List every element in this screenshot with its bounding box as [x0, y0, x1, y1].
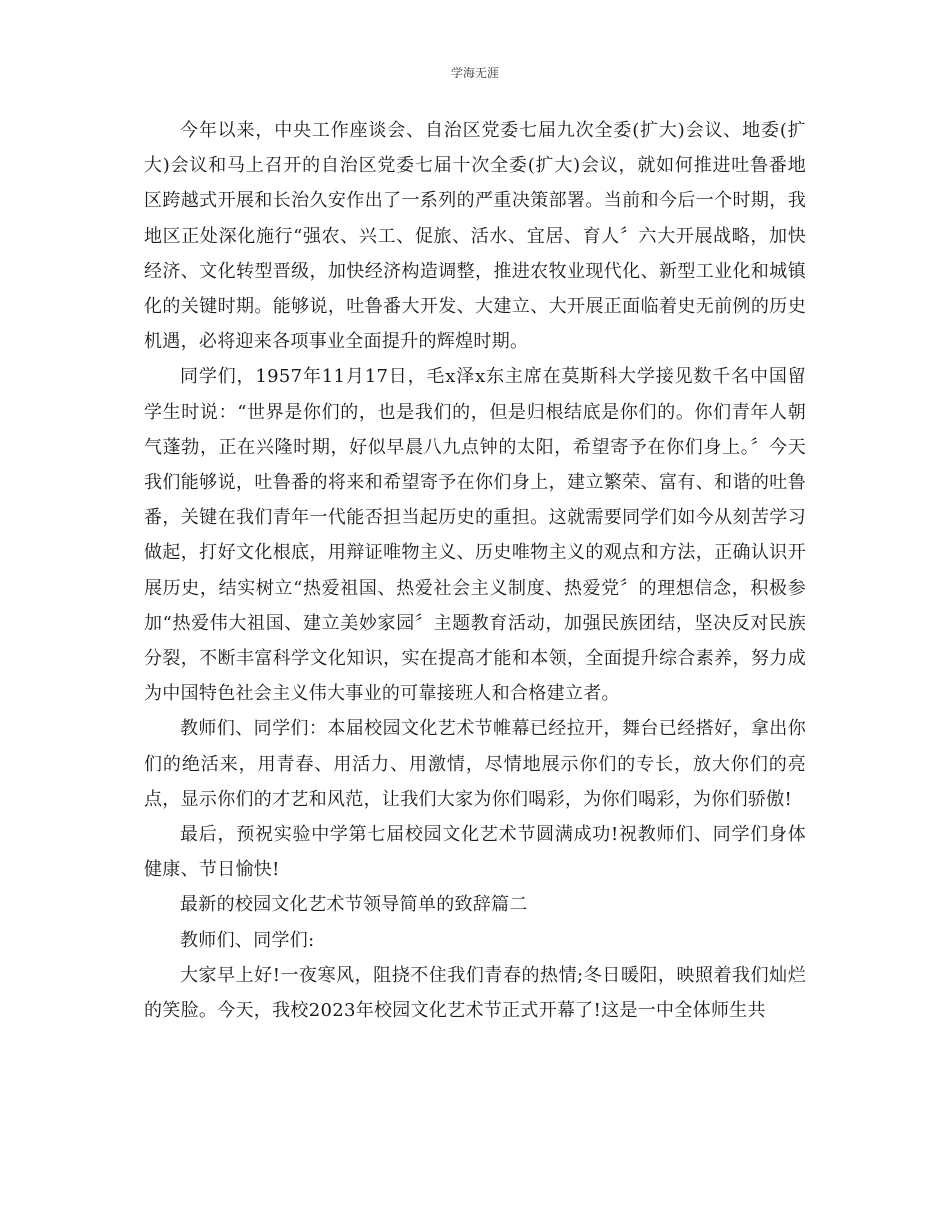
- paragraph-3: 教师们、同学们：本届校园文化艺术节帷幕已经拉开，舞台已经搭好，拿出你们的绝活来，用青春、用活力、用激情，尽情地展示你们的专长，放大你们的亮点，显示你们的才艺和风范，让我们大家为你们喝彩，为你们喝彩，为你们骄傲!: [144, 718, 806, 810]
- paragraph-1: 今年以来，中央工作座谈会、自治区党委七届九次全委(扩大)会议、地委(扩大)会议和马上召开的自治区党委七届十次全委(扩大)会议，就如何推进吐鲁番地区跨越式开展和长治久安作出了一系列的严重决策部署。当前和今后一个时期，我地区正处深化施行“强农、兴工、促旅、活水、宜居、育人〞六大开展战略，加快经济、文化转型晋级，加快经济构造调整，推进农牧业现代化、新型工业化和城镇化的关键时期。能够说，吐鲁番大开发、大建立、大开展正面临着史无前例的历史机遇，必将迎来各项事业全面提升的辉煌时期。: [144, 120, 806, 353]
- page-header: 学海无涯: [450, 66, 499, 80]
- paragraph-2: 同学们，1957年11月17日，毛x泽x东主席在莫斯科大学接见数千名中国留学生时说：“世界是你们的，也是我们的，但是归根结底是你们的。你们青年人朝气蓬勃，正在兴隆时期，好似早晨八九点钟的太阳，希望寄予在你们身上。〞今天我们能够说，吐鲁番的将来和希望寄予在你们身上，建立繁荣、富有、和谐的吐鲁番，关键在我们青年一代能否担当起历史的重担。这就需要同学们如今从刻苦学习做起，打好文化根底，用辩证唯物主义、历史唯物主义的观点和方法，正确认识开展历史，结实树立“热爱祖国、热爱社会主义制度、热爱党〞的理想信念，积极参加“热爱伟大祖国、建立美妙家园〞主题教育活动，加强民族团结，坚决反对民族分裂，不断丰富科学文化知识，实在提高才能和本领，全面提升综合素养，努力成为中国特色社会主义伟大事业的可靠接班人和合格建立者。: [144, 366, 806, 705]
- paragraph-5: 大家早上好!一夜寒风，阻挠不住我们青春的热情;冬日暖阳，映照着我们灿烂的笑脸。今天，我校2023年校园文化艺术节正式开幕了!这是一中全体师生共: [144, 964, 806, 1022]
- section-title: 最新的校园文化艺术节领导简单的致辞篇二: [180, 894, 528, 916]
- paragraph-4: 最后，预祝实验中学第七届校园文化艺术节圆满成功!祝教师们、同学们身体健康、节日愉快!: [144, 824, 806, 881]
- document-body: [144, 113, 806, 1028]
- salutation: 教师们、同学们:: [180, 929, 315, 951]
